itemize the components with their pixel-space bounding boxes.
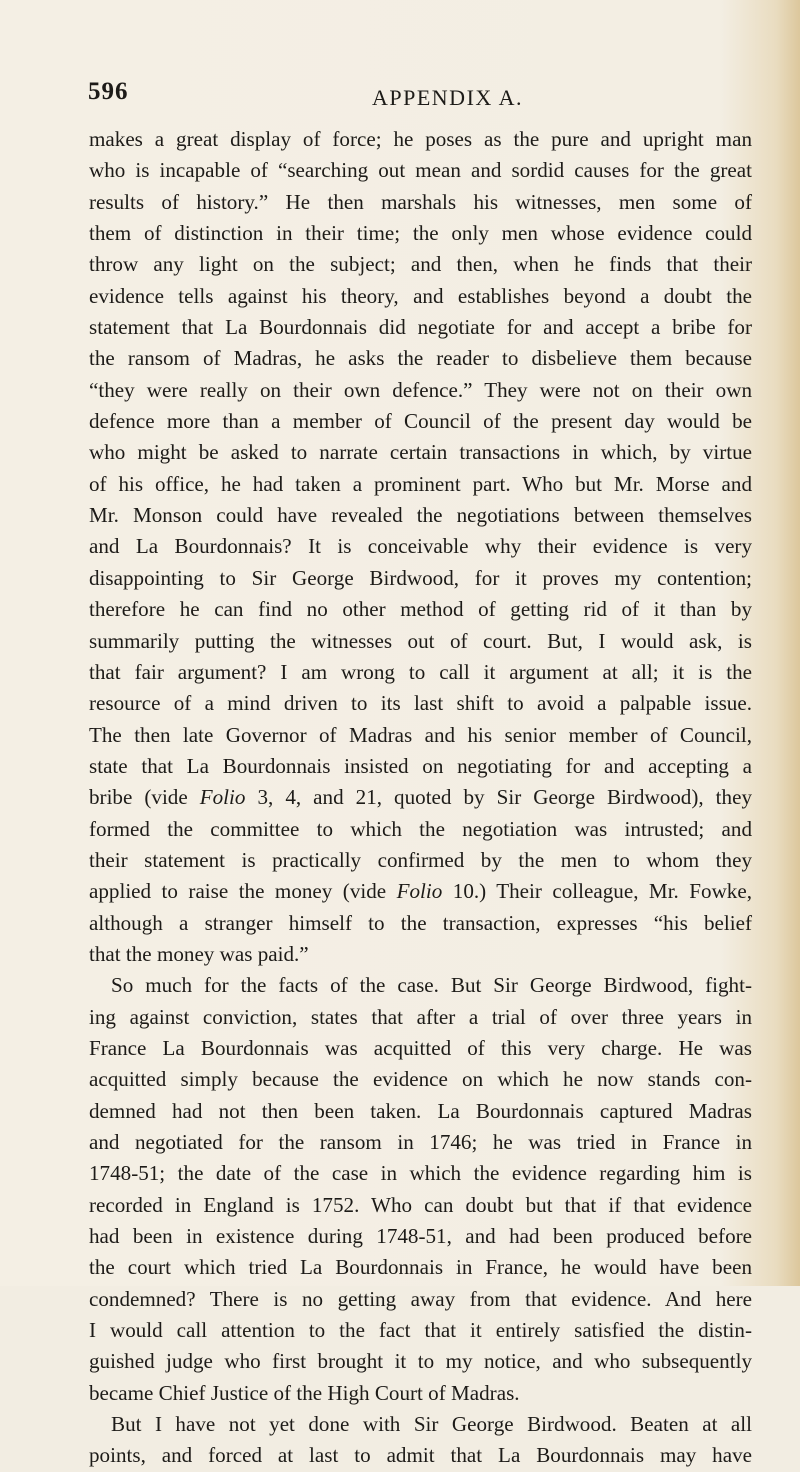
text-line: results of history.” He then marshals his witnesses, men some of bbox=[89, 189, 752, 214]
body-text bbox=[89, 124, 752, 1472]
text-line: statement that La Bourdonnais did negotiate for and accept a bribe for bbox=[89, 315, 752, 340]
text-line: bribe (vide Folio 3, 4, and 21, quoted by Sir George Birdwood), they bbox=[89, 785, 752, 810]
text-line: them of distinction in their time; the only men whose evidence could bbox=[89, 221, 752, 246]
text-line: condemned? There is no getting away from that evidence. And here bbox=[89, 1286, 752, 1311]
text-line: and La Bourdonnais? It is conceivable why their evidence is very bbox=[89, 534, 752, 559]
running-head: APPENDIX A. bbox=[372, 85, 523, 110]
text-line: summarily putting the witnesses out of court. But, I would ask, is bbox=[89, 628, 752, 653]
text-line: although a stranger himself to the transaction, expresses “his belief bbox=[89, 910, 752, 935]
page-number: 596 bbox=[88, 78, 129, 105]
text-line: France La Bourdonnais was acquitted of this very charge. He was bbox=[89, 1035, 752, 1060]
text-line: who might be asked to narrate certain transactions in which, by virtue bbox=[89, 440, 752, 465]
text-line: The then late Governor of Madras and his senior member of Council, bbox=[89, 722, 752, 747]
text-line: points, and forced at last to admit that La Bourdonnais may have bbox=[89, 1443, 752, 1468]
text-line: state that La Bourdonnais insisted on negotiating for and accepting a bbox=[89, 753, 752, 778]
text-line: applied to raise the money (vide Folio 10.) Their colleague, Mr. Fowke, bbox=[89, 879, 752, 904]
text-line: recorded in England is 1752. Who can doubt but that if that evidence bbox=[89, 1192, 752, 1217]
text-line: of his office, he had taken a prominent part. Who but Mr. Morse and bbox=[89, 471, 752, 496]
text-line: demned had not then been taken. La Bourdonnais captured Madras bbox=[89, 1098, 752, 1123]
text-line: I would call attention to the fact that it entirely satisfied the distin- bbox=[89, 1318, 752, 1343]
text-line: 1748-51; the date of the case in which the evidence regarding him is bbox=[89, 1161, 752, 1186]
text-line: acquitted simply because the evidence on which he now stands con- bbox=[89, 1067, 752, 1092]
text-line: the ransom of Madras, he asks the reader to disbelieve them because bbox=[89, 346, 752, 371]
text-line: disappointing to Sir George Birdwood, for it proves my contention; bbox=[89, 565, 752, 590]
text-line: that the money was paid.” bbox=[89, 941, 309, 966]
text-line: “they were really on their own defence.” They were not on their own bbox=[89, 377, 752, 402]
text-line: So much for the facts of the case. But Sir George Birdwood, fight- bbox=[111, 973, 752, 998]
text-line: that fair argument? I am wrong to call it argument at all; it is the bbox=[89, 659, 752, 684]
text-line: the court which tried La Bourdonnais in France, he would have been bbox=[89, 1255, 752, 1280]
text-line: formed the committee to which the negotiation was intrusted; and bbox=[89, 816, 752, 841]
text-line: became Chief Justice of the High Court of Madras. bbox=[89, 1380, 520, 1405]
text-line: and negotiated for the ransom in 1746; he was tried in France in bbox=[89, 1130, 752, 1154]
text-line: their statement is practically confirmed by the men to whom they bbox=[89, 847, 752, 872]
text-line: Mr. Monson could have revealed the negotiations between themselves bbox=[89, 503, 752, 528]
text-line: resource of a mind driven to its last shift to avoid a palpable issue. bbox=[89, 691, 752, 716]
text-line: therefore he can find no other method of getting rid of it than by bbox=[89, 597, 752, 622]
text-line: had been in existence during 1748-51, and had been produced before bbox=[89, 1224, 752, 1249]
text-line: evidence tells against his theory, and establishes beyond a doubt the bbox=[89, 283, 752, 308]
text-line: ing against conviction, states that after a trial of over three years in bbox=[89, 1004, 752, 1029]
text-line: throw any light on the subject; and then, when he finds that their bbox=[89, 252, 752, 277]
text-line: makes a great display of force; he poses as the pure and upright man bbox=[89, 127, 752, 151]
text-line: guished judge who first brought it to my notice, and who subsequently bbox=[89, 1349, 752, 1374]
text-line: But I have not yet done with Sir George Birdwood. Beaten at all bbox=[111, 1412, 752, 1437]
text-line: defence more than a member of Council of the present day would be bbox=[89, 409, 752, 434]
text-line: who is incapable of “searching out mean and sordid causes for the great bbox=[89, 158, 752, 183]
